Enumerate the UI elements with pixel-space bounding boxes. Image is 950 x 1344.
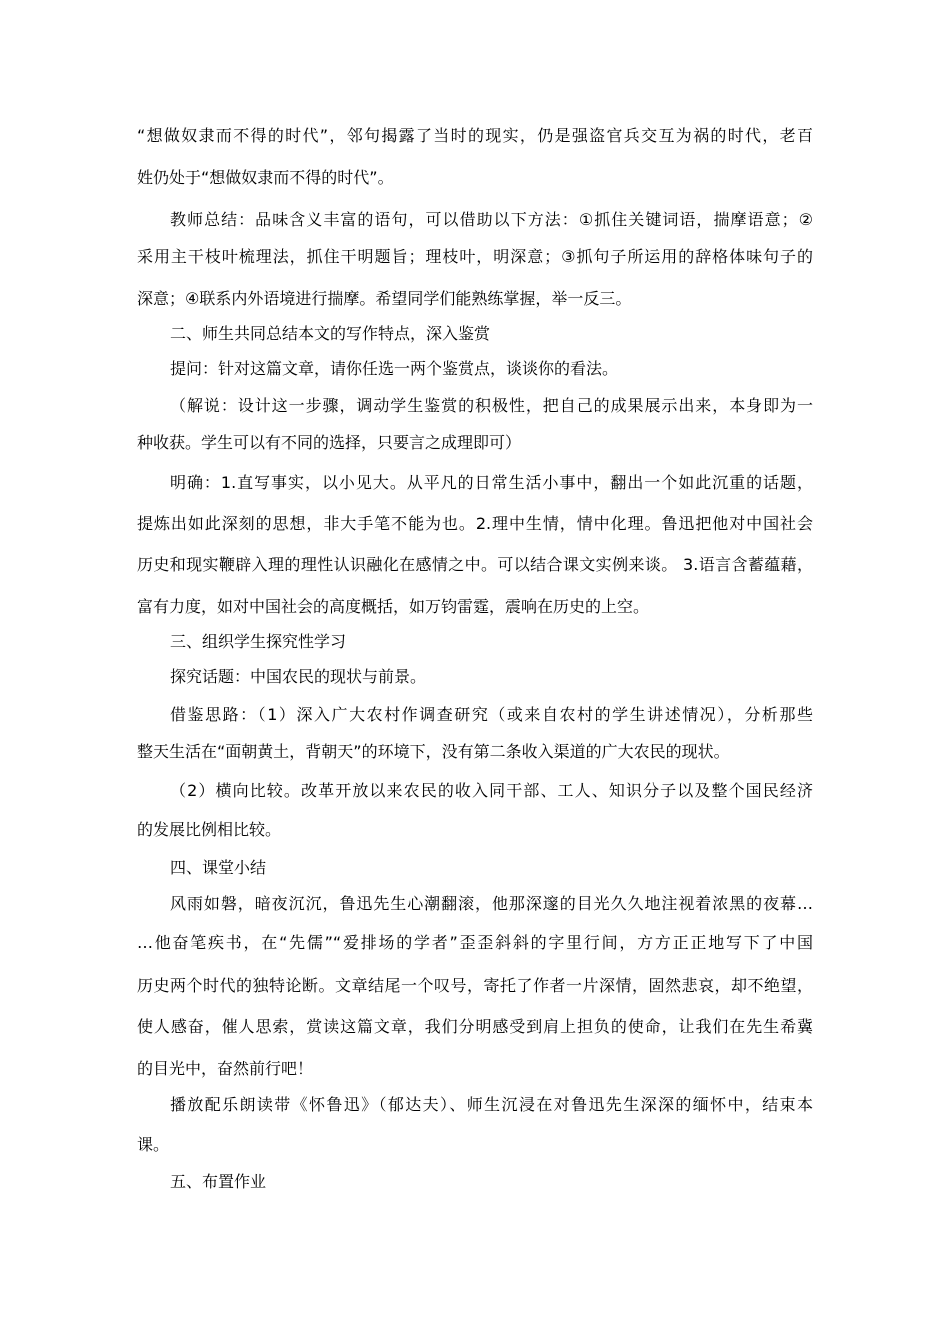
paragraph-line: 课。 bbox=[137, 1135, 170, 1154]
paragraph-line: 整天生活在“面朝黄土，背朝天”的环境下，没有第二条收入渠道的广大农民的现状。 bbox=[137, 742, 730, 761]
paragraph-line: 明确：1.直写事实，以小见大。从平凡的日常生活小事中，翻出一个如此沉重的话题， bbox=[170, 473, 813, 492]
paragraph-line: 历史两个时代的独特论断。文章结尾一个叹号，寄托了作者一片深情，固然悲哀，却不绝望， bbox=[137, 976, 813, 995]
section-heading: 五、布置作业 bbox=[170, 1172, 267, 1191]
paragraph-line: 深意；④联系内外语境进行揣摩。希望同学们能熟练掌握，举一反三。 bbox=[137, 289, 632, 308]
paragraph-line: 提问：针对这篇文章，请你任选一两个鉴赏点，谈谈你的看法。 bbox=[170, 359, 619, 378]
paragraph-line: 的发展比例相比较。 bbox=[137, 820, 282, 839]
paragraph-line: 教师总结：品味含义丰富的语句，可以借助以下方法：①抓住关键词语，揣摩语意；② bbox=[170, 210, 813, 229]
paragraph-line: 借鉴思路：（1）深入广大农村作调查研究（或来自农村的学生讲述情况），分析那些 bbox=[170, 705, 813, 724]
paragraph-line: 采用主干枝叶梳理法，抓住干明题旨；理枝叶，明深意；③抓句子所运用的辞格体味句子的 bbox=[137, 247, 813, 266]
paragraph-line: 富有力度，如对中国社会的高度概括，如万钧雷霆，震响在历史的上空。 bbox=[137, 597, 650, 616]
paragraph-line: 探究话题：中国农民的现状与前景。 bbox=[170, 667, 427, 686]
paragraph-line: 历史和现实鞭辟入理的理性认识融化在感情之中。可以结合课文实例来谈。 3.语言含蓄蕴藉， bbox=[137, 555, 813, 574]
paragraph-line: 的目光中，奋然前行吧！ bbox=[137, 1059, 314, 1078]
paragraph-line: （2）横向比较。改革开放以来农民的收入同干部、工人、知识分子以及整个国民经济 bbox=[170, 781, 813, 800]
paragraph-line: （解说：设计这一步骤，调动学生鉴赏的积极性，把自己的成果展示出来，本身即为一 bbox=[170, 396, 813, 415]
paragraph-line: 风雨如磐，暗夜沉沉，鲁迅先生心潮翻滚，他那深邃的目光久久地注视着浓黑的夜幕… bbox=[170, 894, 813, 913]
section-heading: 二、师生共同总结本文的写作特点，深入鉴赏 bbox=[170, 324, 491, 343]
paragraph-line: …他奋笔疾书，在“先儒”“爱排场的学者”歪歪斜斜的字里行间，方方正正地写下了中国 bbox=[137, 933, 813, 952]
paragraph-line: 使人感奋，催人思索，赏读这篇文章，我们分明感受到肩上担负的使命，让我们在先生希冀 bbox=[137, 1017, 813, 1036]
paragraph-line: 播放配乐朗读带《怀鲁迅》（郁达夫）、师生沉浸在对鲁迅先生深深的缅怀中，结束本 bbox=[170, 1095, 813, 1114]
section-heading: 四、课堂小结 bbox=[170, 858, 267, 877]
paragraph-line: “想做奴隶而不得的时代”，邻句揭露了当时的现实，仍是强盗官兵交互为祸的时代，老百 bbox=[137, 126, 813, 145]
paragraph-line: 姓仍处于“想做奴隶而不得的时代”。 bbox=[137, 168, 394, 187]
section-heading: 三、组织学生探究性学习 bbox=[170, 632, 347, 651]
paragraph-line: 提炼出如此深刻的思想，非大手笔不能为也。2.理中生情，情中化理。鲁迅把他对中国社会 bbox=[137, 514, 813, 533]
paragraph-line: 种收获。学生可以有不同的选择，只要言之成理即可） bbox=[137, 433, 522, 452]
